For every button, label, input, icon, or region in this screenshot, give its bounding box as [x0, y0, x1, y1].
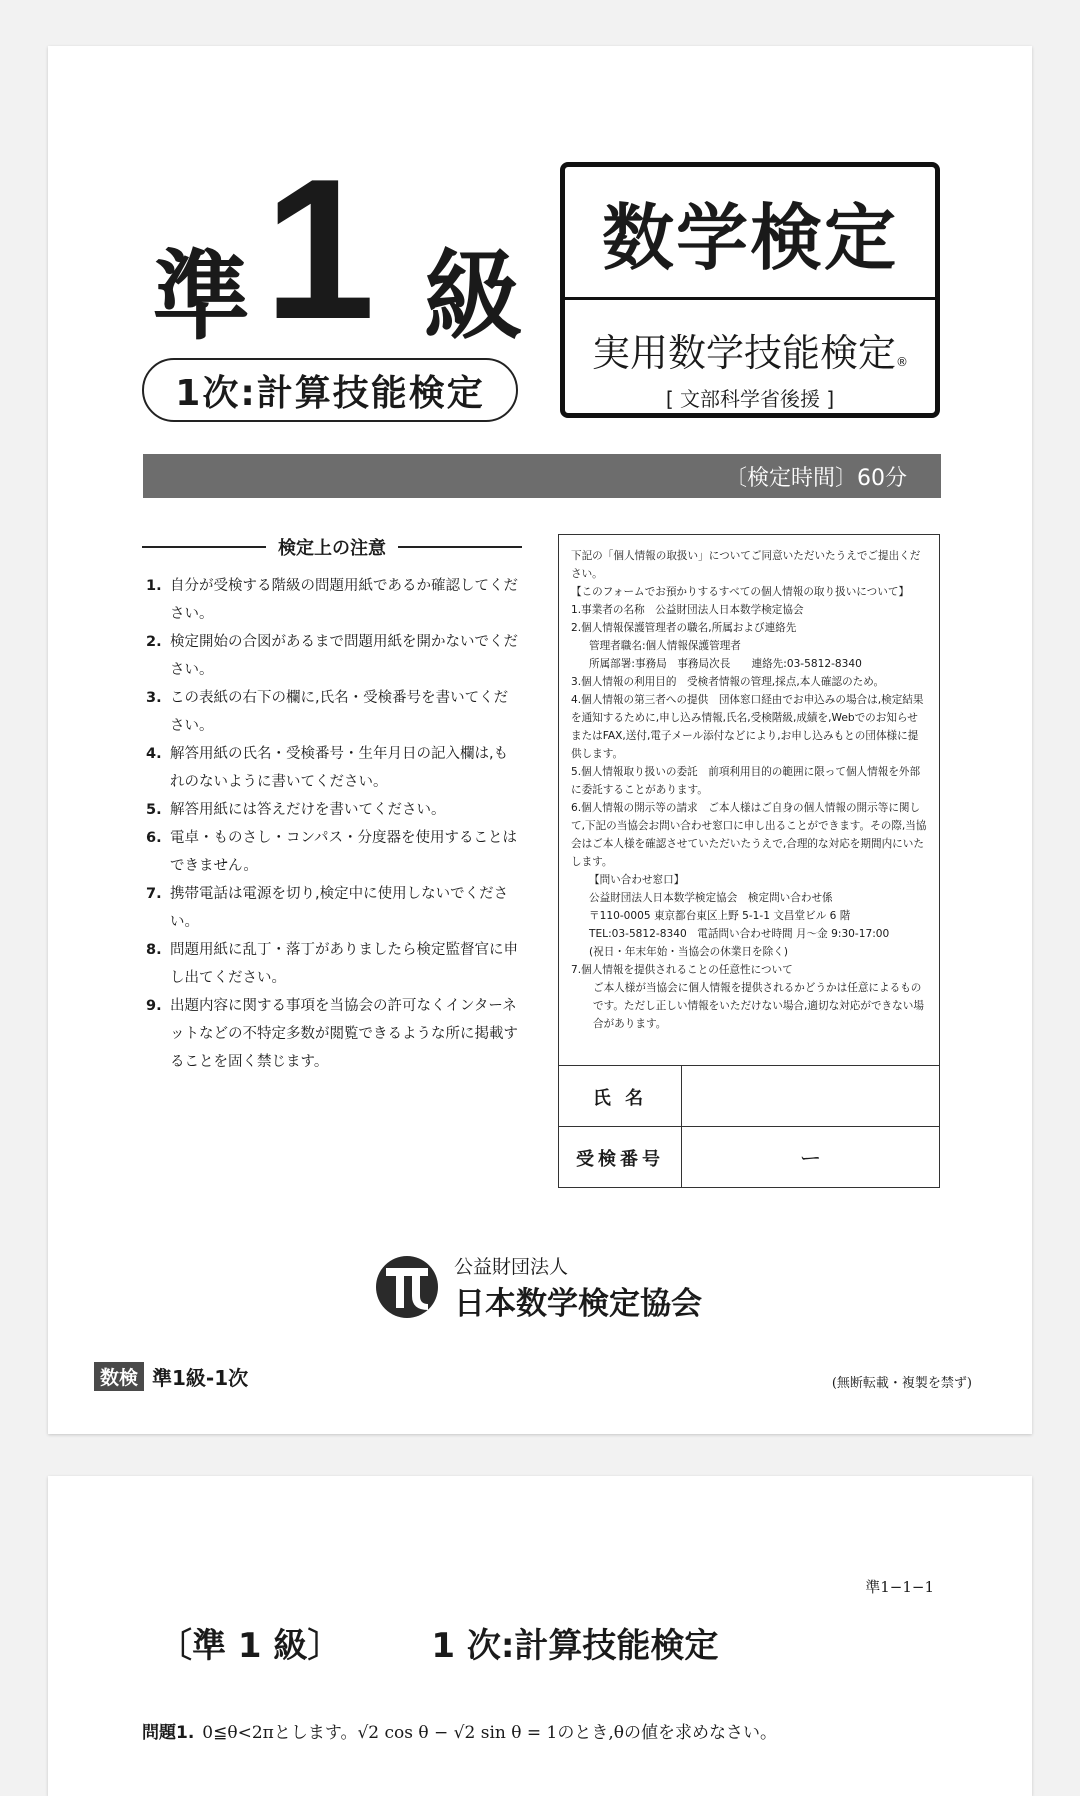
question-1: [142, 1718, 777, 1743]
registered-mark: ®: [896, 355, 908, 369]
privacy-contact-address: 〒110-0005 東京都台東区上野 5-1-1 文昌堂ビル 6 階: [589, 910, 851, 922]
question-label: 問題1.: [142, 1723, 195, 1743]
cover-page: [48, 46, 1032, 1434]
privacy-item: 2.個人情報保護管理者の職名,所属および連絡先: [571, 622, 797, 634]
name-label: 氏 名: [559, 1066, 682, 1127]
note-text: 電卓・ものさし・コンパス・分度器を使用することはできません。: [170, 830, 517, 874]
privacy-contact-note: (祝日・年末年始・当協会の休業日を除く): [589, 946, 788, 958]
question-text: 0≦θ<2πとします。√2 cos θ − √2 sin θ = 1のとき,θの値を求めなさい。: [202, 1723, 777, 1743]
privacy-notice: [559, 535, 939, 1033]
note-item: [142, 880, 522, 936]
note-item: [142, 796, 522, 824]
exam-number-row: [559, 1126, 939, 1188]
org-name: 日本数学検定協会: [454, 1286, 702, 1322]
org-type: 公益財団法人: [454, 1256, 569, 1278]
grade-number: 1: [264, 138, 376, 361]
privacy-item: 5.個人情報取り扱いの委託 前項利用目的の範囲に限って個人情報を外部に委託することがあります。: [571, 766, 921, 796]
privacy-manager-dept: 所属部署:事務局 事務局次長 連絡先:03-5812-8340: [589, 658, 862, 670]
divider: [142, 546, 266, 548]
privacy-manager-title: 管理者職名:個人情報保護管理者: [589, 640, 741, 652]
grade-jun-text: 準: [152, 240, 251, 354]
note-text: 出題内容に関する事項を当協会の許可なくインターネットなどの不特定多数が閲覧できるような所に掲載することを固く禁じます。: [170, 998, 518, 1070]
page-number: 準1−1−1: [865, 1578, 934, 1596]
note-text: 検定開始の合図があるまで問題用紙を開かないでください。: [170, 634, 518, 678]
note-item: [142, 936, 522, 992]
privacy-item: 6.個人情報の開示等の請求 ご本人様はご自身の個人情報の開示等に関して,下記の当協会お問い合わせ窓口に申し出ることができます。その際,当協会はご本人様を確認させていただいたうえで,合理的な対応を期間内にいたします。: [571, 802, 927, 868]
privacy-item: 3.個人情報の利用目的 受検者情報の管理,採点,本人確認のため。: [571, 676, 885, 688]
organization-logo: [374, 1252, 714, 1324]
privacy-item: 4.個人情報の第三者への提供 団体窓口経由でお申込みの場合は,検定結果を通知するために,申し込み情報,氏名,受検階級,成績を,Webでのお知らせまたはFAX,送付,電子メール添付などにより,お申し込みもとの団体様に提供します。: [571, 694, 924, 760]
exam-notes: [142, 534, 522, 1076]
note-text: 自分が受検する階級の問題用紙であるか確認してください。: [170, 578, 518, 622]
privacy-contact-head: 【問い合わせ窓口】: [589, 874, 685, 886]
exam-time-label: 〔検定時間〕60分: [725, 465, 907, 491]
page-title-grade: 〔準 1 級〕: [158, 1626, 342, 1666]
grade-kyu-text: 級: [424, 240, 523, 354]
note-item: [142, 824, 522, 880]
note-number: 9.: [146, 998, 162, 1014]
brand-subtitle: [565, 322, 935, 377]
privacy-item: ご本人様が当協会に個人情報を提供されるかどうかは任意によるものです。ただし正しい情報をいただけない場合,適切な対応ができない場合があります。: [593, 982, 924, 1030]
privacy-item: 7.個人情報を提供されることの任意性について: [571, 964, 793, 976]
privacy-subtitle: 【このフォームでお預かりするすべての個人情報の取り扱いについて】: [571, 586, 910, 598]
note-number: 6.: [146, 830, 162, 846]
footer-grade-text: 準1級-1次: [152, 1366, 249, 1390]
note-text: 解答用紙の氏名・受検番号・生年月日の記入欄は,もれのないように書いてください。: [170, 746, 509, 790]
note-number: 2.: [146, 634, 162, 650]
privacy-contact-tel: TEL:03-5812-8340 電話問い合わせ時間 月〜金 9:30-17:00: [589, 928, 890, 940]
brand-sponsor: [ 文部科学省後援 ]: [665, 387, 835, 411]
copyright-notice: (無断転載・複製を禁ず): [831, 1376, 972, 1391]
privacy-intro: 下記の「個人情報の取扱い」についてご同意いただいたうえでご提出ください。: [571, 550, 921, 580]
privacy-and-entry-box: [558, 534, 940, 1188]
note-item: [142, 992, 522, 1076]
name-row: [559, 1065, 939, 1127]
note-text: この表紙の右下の欄に,氏名・受検番号を書いてください。: [170, 690, 509, 734]
note-item: [142, 684, 522, 740]
brand-subtitle-text: 実用数学技能検定: [591, 331, 896, 375]
name-field[interactable]: [682, 1066, 939, 1127]
question-page: [48, 1476, 1032, 1796]
note-number: 1.: [146, 578, 162, 594]
notes-heading: [142, 534, 522, 560]
privacy-item: 1.事業者の名称 公益財団法人日本数学検定協会: [571, 604, 804, 616]
note-number: 3.: [146, 690, 162, 706]
privacy-contact-org: 公益財団法人日本数学検定協会 検定問い合わせ係: [589, 892, 833, 904]
footer-chip: 数検: [94, 1362, 144, 1391]
notes-list: [142, 572, 522, 1076]
brand-title: 数学検定: [565, 167, 935, 300]
first-exam-label: 1次:計算技能検定: [142, 358, 518, 422]
exam-time-bar: [143, 454, 941, 498]
note-text: 解答用紙には答えだけを書いてください。: [170, 802, 446, 818]
exam-number-field[interactable]: ー: [799, 1147, 822, 1172]
notes-heading-text: 検定上の注意: [278, 538, 386, 559]
note-item: [142, 572, 522, 628]
note-number: 4.: [146, 746, 162, 762]
association-logo-icon: [374, 1254, 440, 1320]
footer-grade-tag: [94, 1362, 248, 1391]
divider: [398, 546, 522, 548]
note-item: [142, 628, 522, 684]
brand-logo-box: [560, 162, 940, 418]
note-text: 携帯電話は電源を切り,検定中に使用しないでください。: [170, 886, 509, 930]
note-item: [142, 740, 522, 796]
note-number: 8.: [146, 942, 162, 958]
note-number: 5.: [146, 802, 162, 818]
exam-number-label: 受検番号: [559, 1127, 682, 1188]
page-title-exam: 1 次:計算技能検定: [431, 1626, 719, 1666]
page-title: [158, 1618, 718, 1667]
note-text: 問題用紙に乱丁・落丁がありましたら検定監督官に申し出てください。: [170, 942, 518, 986]
note-number: 7.: [146, 886, 162, 902]
